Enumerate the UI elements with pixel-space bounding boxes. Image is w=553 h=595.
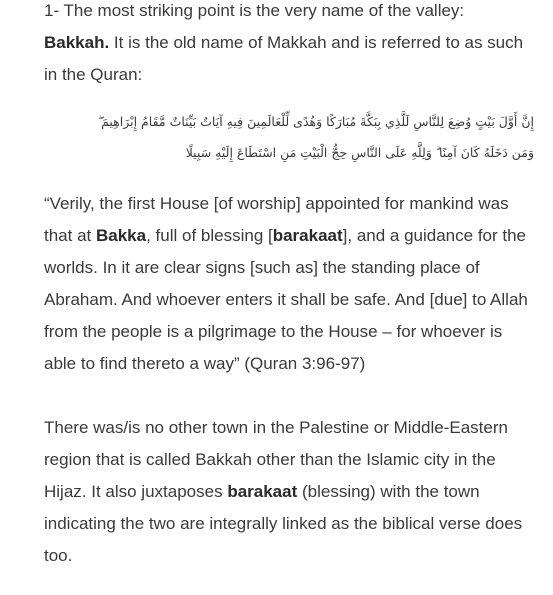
point-1-paragraph bbox=[44, 0, 536, 91]
arabic-verse-line-1: إِنَّ أَوَّلَ بَيْتٍ وُضِعَ لِلنَّاسِ لَلَّذِي بِبَكَّةَ مُبَارَكًا وَهُدًى لِّلْعَالَمِينَ فِيهِ آيَاتٌ بَيِّنَاتٌ مَّقَامُ إِبْرَاهِيمَ ۖ bbox=[97, 114, 534, 129]
bakka-bold: Bakka bbox=[95, 226, 147, 245]
bakkah-bold: Bakkah. bbox=[44, 33, 110, 52]
point-2-part-2: (blessing) with the town indicating the two are integrally linked as the biblical verse does too. bbox=[44, 482, 523, 565]
point-2-paragraph bbox=[44, 412, 536, 572]
point-2-part-1: There was/is no other town in the Palestine or Middle-Eastern region that is called Bakkah other than the Islamic city in the Hijaz. It also juxtaposes bbox=[44, 418, 508, 501]
verse-translation bbox=[44, 188, 536, 380]
barakaat-bold-2: barakaat bbox=[227, 482, 298, 501]
point-1-rest: It is the old name of Makkah and is referred to as such in the Quran: bbox=[44, 33, 524, 84]
arabic-verse-line-2: وَمَن دَخَلَهُ كَانَ آمِنًا ۗ وَلِلَّهِ عَلَى النَّاسِ حِجُّ الْبَيْتِ مَنِ اسْتَطَاعَ إِلَيْهِ سَبِيلًا bbox=[185, 145, 534, 160]
translation-part-3: ], and a guidance for the worlds. In it are clear signs [such as] the standing place of Abraham. And whoever enters it shall be safe. And [due] to Allah from the people is a pilgrimage to the House – for whoever is able to find thereto a way” (Quran 3:96-97) bbox=[44, 226, 528, 373]
translation-part-2: , full of blessing [ bbox=[146, 226, 273, 245]
barakaat-bold: barakaat bbox=[272, 226, 343, 245]
article-body bbox=[44, 0, 536, 572]
quran-verse-arabic bbox=[44, 106, 536, 168]
point-1-intro: 1- The most striking point is the very name of the valley: bbox=[44, 1, 465, 20]
translation-part-1: “Verily, the first House [of worship] appointed for mankind was that at bbox=[44, 194, 509, 245]
